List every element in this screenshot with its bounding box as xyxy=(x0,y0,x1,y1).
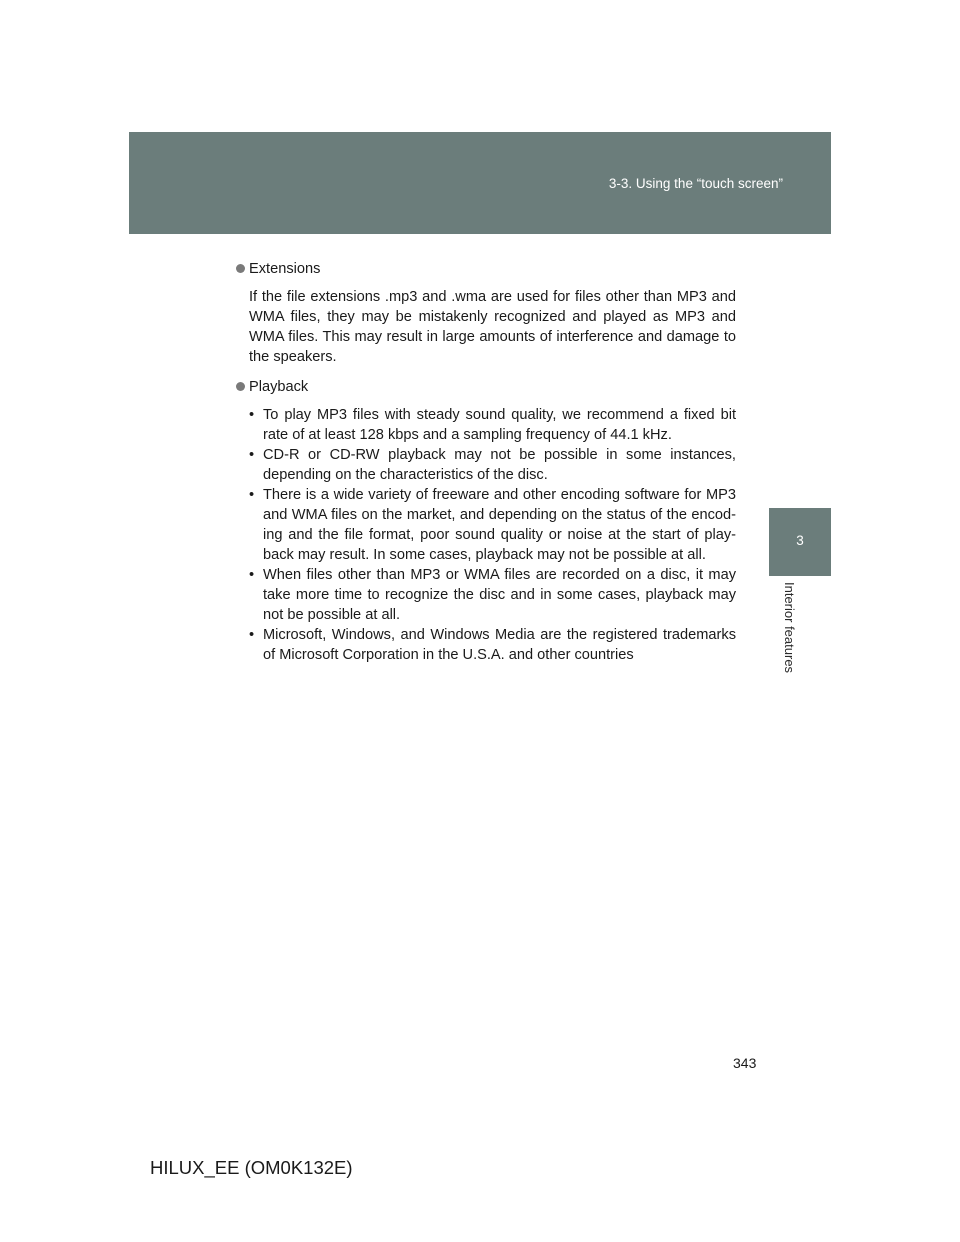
section-heading xyxy=(236,377,736,397)
list-item-text: To play MP3 files with steady sound quality, we recommend a fixed bit rate of at least 128 kbps and a sampling frequency of 44.1 kHz. xyxy=(263,407,736,443)
list-item xyxy=(249,445,736,485)
section-heading-text: Playback xyxy=(249,379,309,395)
page-number: 343 xyxy=(733,1055,757,1071)
small-bullet-icon: • xyxy=(249,407,255,423)
chapter-tab xyxy=(769,508,831,576)
chapter-number: 3 xyxy=(796,533,804,548)
list-item xyxy=(249,405,736,445)
bullet-dot-icon xyxy=(236,382,245,391)
small-bullet-icon: • xyxy=(249,567,255,583)
section-playback xyxy=(236,377,736,665)
section-heading-text: Extensions xyxy=(249,261,321,277)
main-content xyxy=(236,259,736,665)
header-band xyxy=(129,132,831,234)
small-bullet-icon: • xyxy=(249,627,255,643)
section-extensions xyxy=(236,259,736,367)
bullet-dot-icon xyxy=(236,264,245,273)
list-item xyxy=(249,485,736,565)
list-item xyxy=(249,625,736,665)
list-item-text: Microsoft, Windows, and Windows Media are the registered trademarks of Microsoft Corporation in the U.S.A. and other countries xyxy=(263,627,736,663)
list-item-text: There is a wide variety of freeware and other encoding software for MP3 and WMA files on the market, and depending on the status of the encod-ing and the file format, poor sound quality or noise at the start of play-back may result. In some cases, playback may not be possible at all. xyxy=(263,487,736,563)
small-bullet-icon: • xyxy=(249,487,255,503)
list-item-text: When files other than MP3 or WMA files are recorded on a disc, it may take more time to recognize the disc and in some cases, playback may not be possible at all. xyxy=(263,567,736,623)
section-paragraph: If the file extensions .mp3 and .wma are used for files other than MP3 and WMA files, they may be mistakenly recognized and played as MP3 and WMA files. This may result in large amounts of interference and damage to the speakers. xyxy=(249,289,736,365)
chapter-label: Interior features xyxy=(782,582,797,674)
list-item xyxy=(249,565,736,625)
section-heading xyxy=(236,259,736,279)
section-title: 3-3. Using the “touch screen” xyxy=(608,176,783,191)
list-item-text: CD-R or CD-RW playback may not be possible in some instances, depending on the characteristics of the disc. xyxy=(263,447,736,483)
small-bullet-icon: • xyxy=(249,447,255,463)
playback-list xyxy=(249,405,736,665)
document-code: HILUX_EE (OM0K132E) xyxy=(150,1157,353,1178)
